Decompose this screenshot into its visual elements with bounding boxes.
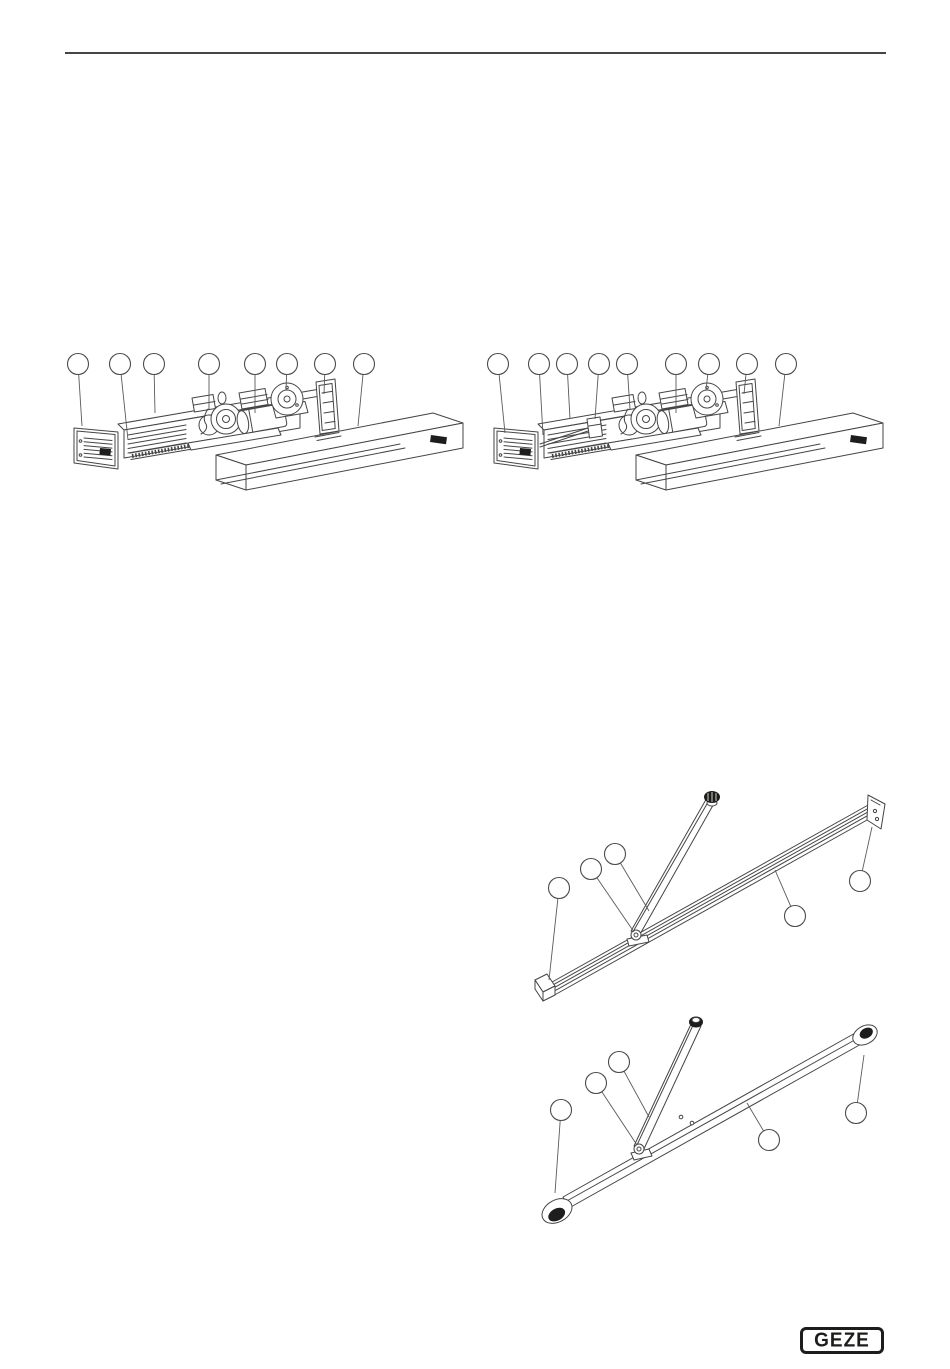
arm-rail-tube [563,1032,863,1208]
module-box [587,417,603,438]
figure-arm-assembly [538,1017,881,1229]
callout-circle [617,354,638,375]
callout-leader-line [857,1055,864,1103]
callout-circle [144,354,165,375]
callout-circle [737,354,758,375]
callout-circle [846,1103,867,1124]
callout-leader-line [286,375,287,391]
screw-icon [679,1115,683,1119]
arm-pivot [634,1144,644,1154]
geze-logo [800,1327,884,1354]
callout-circle [551,1100,572,1121]
callout-circle [488,354,509,375]
callout-leader-line [555,1121,560,1194]
callout-circle [666,354,687,375]
callout-circle [785,906,806,927]
callout-circle [586,1073,607,1094]
callout-leader-line [595,375,598,420]
callout-circle [68,354,89,375]
callout-leader-line [358,375,363,427]
callout-circle [759,1130,780,1151]
callout-circle [199,354,220,375]
figure-operator-exploded-right [488,354,884,491]
callout-circle [581,859,602,880]
callout-circle [609,1052,630,1073]
screw-icon [690,1121,694,1125]
callout-leader-line [602,1092,637,1145]
callout-leader-line [779,374,785,426]
callout-leader-line [499,374,505,433]
callout-circle [529,354,550,375]
callout-leader-line [154,375,155,414]
figure-operator-exploded-left [68,354,464,491]
callout-leader-line [568,375,570,420]
callout-circle [850,871,871,892]
callout-circle [315,354,336,375]
callout-leader-line [624,1071,649,1117]
callout-leader-line [597,878,634,932]
callout-leader-line [862,827,872,871]
callout-leader-line [620,863,649,911]
callout-circle [776,354,797,375]
callout-circle [699,354,720,375]
figure-slide-rail [535,791,885,1001]
callout-circle [110,354,131,375]
callout-circle [605,844,626,865]
callout-leader-line [549,898,558,980]
callout-circle [589,354,610,375]
geze-logo-text: GEZE [814,1329,870,1352]
callout-circle [549,878,570,899]
callout-circle [277,354,298,375]
callout-leader-line [747,1103,764,1131]
callout-circle [245,354,266,375]
callout-leader-line [79,375,82,427]
callout-circle [557,354,578,375]
callout-leader-line [775,870,791,906]
arm-pivot [631,930,641,940]
callout-circle [354,354,375,375]
